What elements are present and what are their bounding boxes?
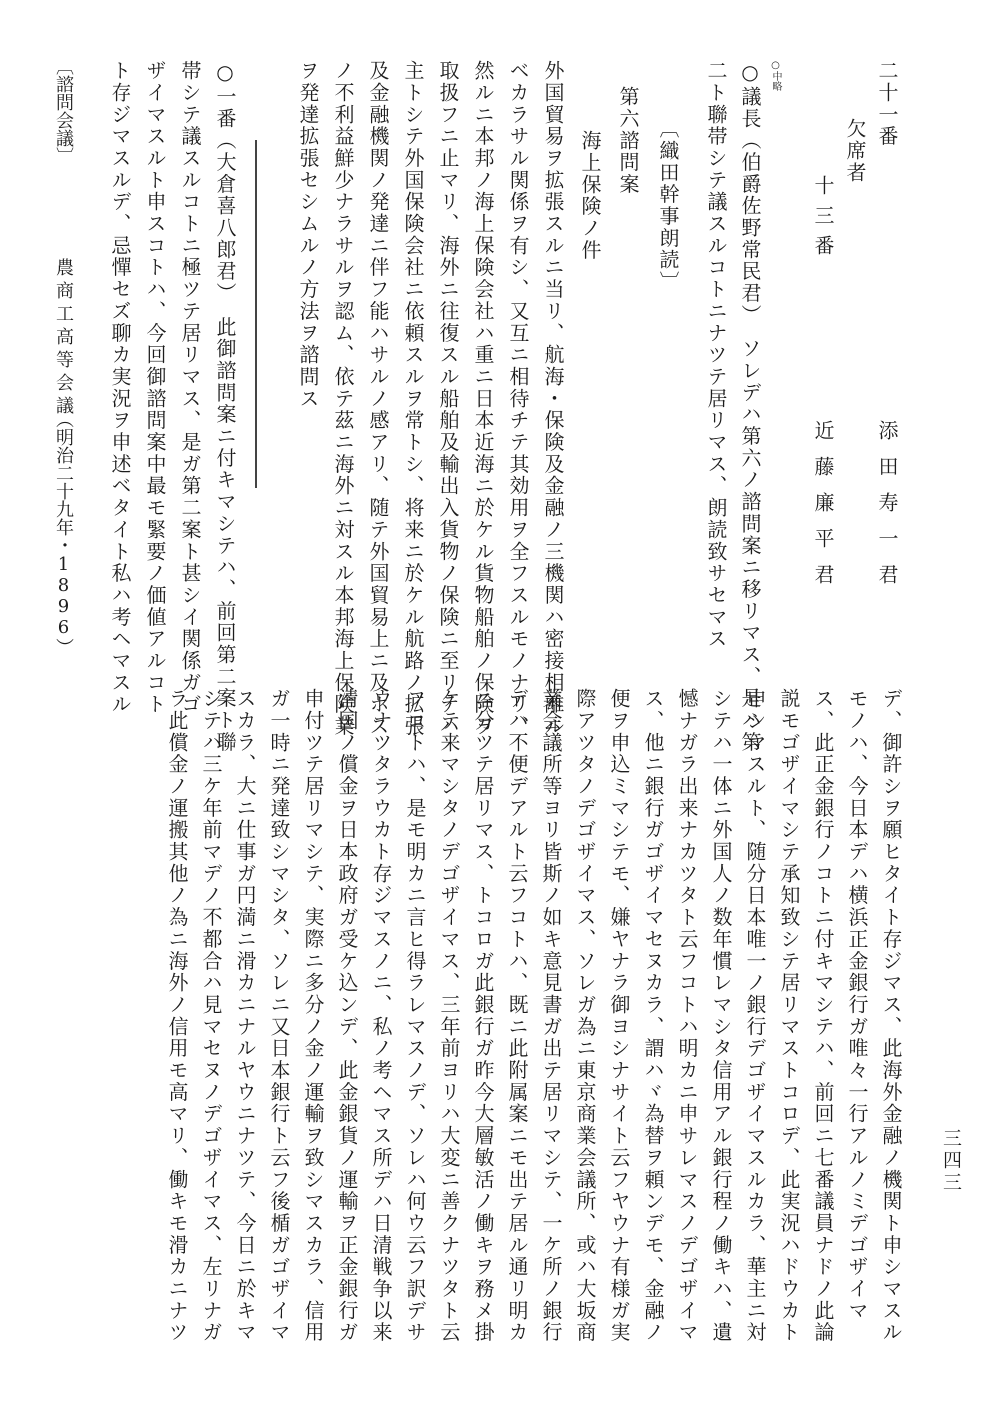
chair-speech-line-1: ○議長（伯爵佐野常民君） ソレデハ第六ノ諮問案ニ移リマス、是ハ第 <box>738 60 762 754</box>
footer-title: 農商工高等会議 <box>53 258 74 419</box>
footer-era: （明治二十九年・1896） <box>53 410 74 656</box>
body-line: ガ一時ニ発達致シマシタ、ソレニ又日本銀行ト云フ後楯ガゴザイマ <box>267 688 291 1344</box>
body-line: ス、此正金銀行ノコトニ付キマシテハ、前回ニ七番議員ナドノ此論 <box>811 688 835 1344</box>
page-number: 三四三 <box>940 1128 962 1194</box>
body-line: ス、他ニ銀行ガゴザイマセヌカラ、謂ハヾ為替ヲ頼ンデモ、金融ノ <box>641 688 665 1344</box>
section-divider-rule <box>255 140 257 488</box>
body-line: 業会議所等ヨリ皆斯ノ如キ意見書ガ出テ居リマシテ、一ケ所ノ銀行 <box>539 688 563 1344</box>
absent-label: 欠席者 <box>843 118 867 184</box>
present-member-name: 添田寿一君 <box>875 420 899 600</box>
member-speech-line: ○一番（大倉喜八郎君） 此御諮問案ニ付キマシテハ、前回第二案ト聯 <box>213 60 237 754</box>
question-body-line: 主トシテ外国保険会社ニ依頼スルヲ常トシ、将来ニ於ケル航路ノ拡張 <box>401 60 425 738</box>
body-line: 憾ナガラ出来ナカツタト云フコトハ明カニ申サレマスノデゴザイマ <box>675 688 699 1344</box>
body-line: ケテ来マシタノデゴザイマス、三年前ヨリハ大変ニ善クナツタト云 <box>437 688 461 1344</box>
footer-series: 〔諮問会議〕 <box>53 57 74 165</box>
body-line: 説モゴザイマシテ承知致シテ居リマストコロデ、此実況ハドウカト <box>777 688 801 1344</box>
body-line: 便ヲ申込ミマシテモ、嫌ヤナラ御ヨシナサイト云フヤウナ有様ガ実 <box>607 688 631 1344</box>
question-body-line: 及金融機関ノ発達ニ伴フ能ハサルノ感アリ、随テ外国貿易上ニ及ホス <box>366 60 390 738</box>
member-speech-line: 帯シテ議スルコトニ極ツテ居リマス、是ガ第二案ト甚シイ関係ガゴ <box>178 60 202 716</box>
body-line: デハ不便デアルト云フコトハ、既ニ此附属案ニモ出テ居ル通リ明カ <box>505 688 529 1344</box>
body-line: シテハ三ケ年前マデノ不都合ハ見マセヌノデゴザイマス、左リナガ <box>199 688 223 1344</box>
omission-note: ○中略 <box>770 60 781 91</box>
question-body-line: 外国貿易ヲ拡張スルニ当リ、航海・保険及金融ノ三機関ハ密接相離ル <box>541 60 565 738</box>
body-line: ウナツタラウカト存ジマスノニ、私ノ考ヘマス所デハ日清戦争以来 <box>369 688 393 1344</box>
body-line: フコトハ、是モ明カニ言ヒ得ラレマスノデ、ソレハ何ウ云フ訳デサ <box>403 688 427 1344</box>
present-member-number: 二十一番 <box>875 60 899 148</box>
body-line: 申シマスルト、随分日本唯一ノ銀行デゴザイマスルカラ、華主ニ対 <box>743 688 767 1344</box>
chair-speech-line-2: 二ト聯帯シテ議スルコトニナツテ居リマス、朗読致サセマス <box>704 60 728 650</box>
question-body-line: 然ルニ本邦ノ海上保険会社ハ重ニ日本近海ニ於ケル貨物船舶ノ保険ヲ <box>471 60 495 738</box>
member-speech-line: ト存ジマスルデ、忌憚セズ聊カ実況ヲ申述ベタイト私ハ考ヘマスル <box>108 60 132 716</box>
body-line: 清国ノ償金ヲ日本政府ガ受ケ込ンデ、此金銀貨ノ運輸ヲ正金銀行ガ <box>335 688 359 1344</box>
body-line: 申付ツテ居リマシテ、実際ニ多分ノ金ノ運輸ヲ致シマスカラ、信用 <box>301 688 325 1344</box>
body-line: 際アツタノデゴザイマス、ソレガ為ニ東京商業会議所、或ハ大坂商 <box>573 688 597 1344</box>
reading-note: 〔織田幹事朗読〕 <box>656 118 680 293</box>
question-body-line: 取扱フニ止マリ、海外ニ往復スル船舶及輸出入貨物ノ保険ニ至リテハ <box>436 60 460 738</box>
body-line: スカラ、大ニ仕事ガ円満ニ滑カニナルヤウニナツテ、今日ニ於キマ <box>233 688 257 1344</box>
body-line: モノハ、今日本デハ横浜正金銀行ガ唯々一行アルノミデゴザイマ <box>845 688 869 1322</box>
body-line: デ、御許シヲ願ヒタイト存ジマス、此海外金融ノ機関ト申シマスル <box>879 688 903 1344</box>
body-line: シテハ一体ニ外国人ノ数年慣レマシタ信用アル銀行程ノ働キハ、遺 <box>709 688 733 1344</box>
question-body-line: ベカラサル関係ヲ有シ、又互ニ相待チテ其効用ヲ全フスルモノナリ、 <box>506 60 530 738</box>
absent-member-name: 近藤廉平君 <box>811 420 835 600</box>
body-line: ニ分ツテ居リマス、トコロガ此銀行ガ昨今大層敏活ノ働キヲ務メ掛 <box>471 688 495 1344</box>
question-body-line: ノ不利益鮮少ナラサルヲ認ム、依テ茲ニ海外ニ対スル本邦海上保険業 <box>331 60 355 738</box>
absent-member-number: 十三番 <box>811 175 835 265</box>
member-speech-line: ザイマスルト申スコトハ、今回御諮問案中最モ緊要ノ価値アルコト <box>143 60 167 716</box>
question-heading: 第六諮問案 <box>616 86 640 196</box>
question-body-line: ヲ発達拡張セシムルノ方法ヲ諮問ス <box>296 60 320 410</box>
body-line: ラ此償金ノ運搬其他ノ為ニ海外ノ信用モ高マリ、働キモ滑カニナツ <box>165 688 189 1344</box>
question-subject: 海上保険ノ件 <box>578 130 602 262</box>
